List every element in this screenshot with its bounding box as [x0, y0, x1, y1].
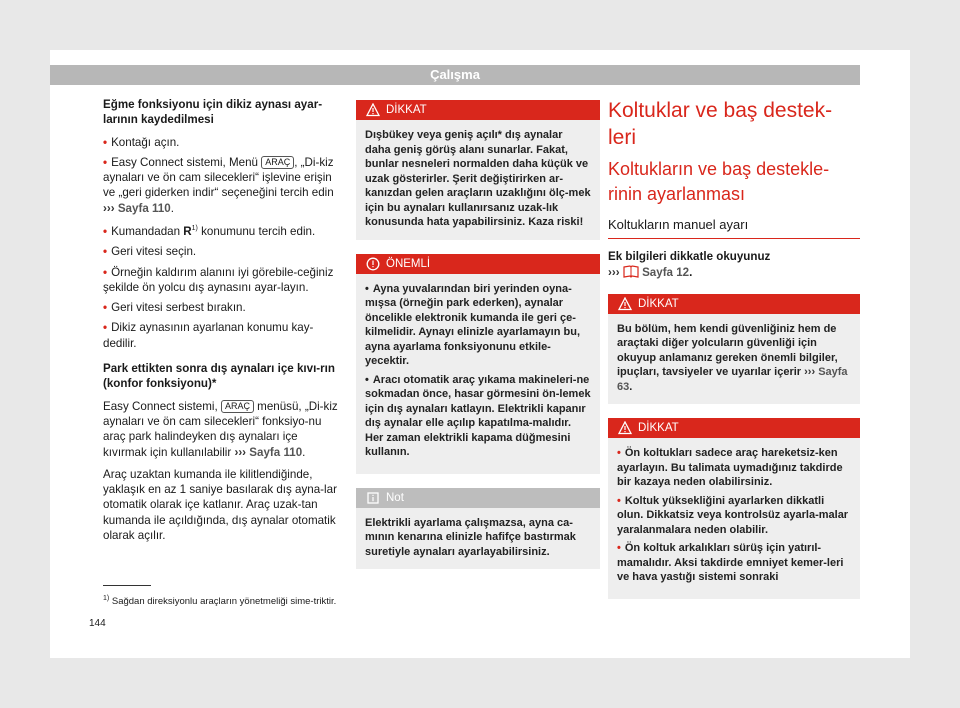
- column-left: [103, 97, 343, 550]
- heading-comfort-function: Park ettikten sonra dış aynaları içe kıvı-rın (konfor fonksiyonu)*: [103, 362, 335, 391]
- warning-triangle-icon: [618, 421, 632, 435]
- page-reference-link[interactable]: Sayfa 110: [117, 201, 171, 215]
- paragraph: Easy Connect sistemi, ARAÇ menüsü, „Di-kiz aynaları ve ön cam silecekleri“ fonksiyo-nu araç park halindeyken dış aynaları içe kıvırmak için kullanılabilir ››› Sayfa 110.: [103, 399, 338, 459]
- reference-arrow-icon: ›››: [103, 201, 115, 215]
- bullet-icon: •: [103, 321, 108, 335]
- bullet-icon: •: [103, 135, 108, 149]
- column-middle: [356, 100, 600, 583]
- car-menu-key: ARAÇ: [221, 400, 254, 413]
- list-item: • Ayna yuvalarından biri yerinden oyna-mışsa (örneğin park ederken), aynalar öncelikle elektronik kumanda ile geri çe-kilmelidir. Aynayı elinizle ayarlamayın bu, ayna ayarlama fonksiyonunu etkile-yecektir.: [365, 282, 580, 367]
- page-number: 144: [89, 618, 106, 629]
- car-menu-key: ARAÇ: [261, 156, 294, 169]
- page-reference-link[interactable]: Sayfa 110: [249, 445, 303, 459]
- bullet-icon: •: [617, 494, 621, 507]
- list-item: • Kumandadan $R^{1)}$ konumunu tercih edin.: [103, 224, 316, 238]
- paragraph: Araç uzaktan kumanda ile kilitlendiğinde, yaklaşık en az 1 saniye basılarak dış ayna-lar otomatik olarak içe katlanır. Araç uzak-tan kumanda ile açıldığında, dış aynalar otomatik olarak açılır.: [103, 467, 337, 542]
- list-item: • Geri vitesi seçin.: [103, 245, 197, 259]
- warning-triangle-icon: [366, 103, 380, 117]
- bullet-icon: •: [103, 301, 108, 315]
- warning-box: [608, 294, 860, 405]
- footnote-marker: 1): [191, 225, 198, 233]
- warning-box: [608, 418, 860, 599]
- page-reference-link[interactable]: Sayfa 12: [642, 265, 690, 279]
- bullet-icon: •: [103, 245, 108, 259]
- list-item: • Dikiz aynasının ayarlanan konumu kay-dedilir.: [103, 321, 314, 350]
- reference-arrow-icon: ›››: [234, 445, 247, 459]
- list-item: • Örneğin kaldırım alanını iyi görebile-ceğiniz şekilde ön yolcu dış aynasını ayar-layın.: [103, 265, 334, 294]
- footnote-divider: [103, 585, 151, 586]
- list-item: • Ön koltuk arkalıkları sürüş için yatırıl-mamalıdır. Aksi takdirde emniyet kemer-leri ve hava yastığı sistemi sonraki: [617, 542, 844, 584]
- warning-body: [608, 438, 860, 599]
- section-title: Koltukların ve baş destekle-rinin ayarlanması: [608, 159, 830, 204]
- bullet-icon: •: [103, 155, 108, 169]
- list-item: • Ön koltukları sadece araç hareketsiz-ken ayarlayın. Bu talimata uymadığınız takdirde bir kazaya neden olabilirsiniz.: [617, 447, 843, 489]
- list-item: • Kontağı açın.: [103, 135, 180, 149]
- warning-header: DİKKAT: [608, 294, 860, 314]
- note-box: [356, 488, 600, 570]
- warning-body: Bu bölüm, hem kendi güvenliğiniz hem de araçtaki diğer yolcuların güvenliği için okuyup anlamanız gereken önemli bilgiler, ipuçları, tavsiyeler ve uyarılar içerir ››› Sayfa 63.: [608, 314, 860, 405]
- intro-paragraph: Ek bilgileri dikkatle okuyunuz ››› Sayfa 12.: [608, 250, 771, 279]
- chapter-title: Koltuklar ve baş destek-leri: [608, 99, 833, 149]
- column-right: [608, 97, 860, 613]
- warning-triangle-icon: [618, 297, 632, 311]
- list-item: • Easy Connect sistemi, Menü ARAÇ , „Di-kiz aynaları ve ön cam silecekleri“ işlevine erişin ve „geri giderken indir“ seçeneğini tercih edin ››› Sayfa 110.: [103, 155, 334, 215]
- warning-box: [356, 100, 600, 240]
- book-icon: [623, 265, 639, 278]
- warning-header: DİKKAT: [608, 418, 860, 438]
- heading-tilt-function: Eğme fonksiyonu için dikiz aynası ayar-larının kaydedilmesi: [103, 98, 323, 127]
- bullet-icon: •: [617, 447, 621, 460]
- list-item: • Koltuk yüksekliğini ayarlarken dikkatli olun. Dikkatsiz veya kontrolsüz ayarla-malar yaralanmalara neden olabilir.: [617, 494, 849, 536]
- bullet-icon: •: [103, 224, 108, 238]
- important-header: ÖNEMLİ: [356, 254, 600, 274]
- bullet-icon: •: [103, 265, 108, 279]
- warning-header: DİKKAT: [356, 100, 600, 120]
- bullet-icon: •: [617, 542, 621, 555]
- subsection-title: Koltukların manuel ayarı: [608, 217, 860, 239]
- note-body: Elektrikli ayarlama çalışmazsa, ayna ca-mının kenarına elinizle hafifçe bastırmak suretiyle aynaları ayarlayabilirsiniz.: [356, 508, 600, 570]
- bullet-icon: •: [365, 282, 369, 295]
- bullet-icon: •: [365, 373, 369, 386]
- reference-arrow-icon: ›››: [804, 366, 816, 379]
- important-box: [356, 254, 600, 474]
- section-header: Çalışma: [50, 65, 860, 85]
- list-item: • Geri vitesi serbest bırakın.: [103, 301, 246, 315]
- note-header: Not: [356, 488, 600, 508]
- important-body: [356, 274, 600, 474]
- warning-body: Dışbükey veya geniş açılı* dış aynalar daha geniş görüş alanı sunarlar. Fakat, bunlar nesneleri normalden daha küçük ve uzak gösterirler. Şerit değiştirirken ar-kanızdan gelen araçların uzaklığını ölç-mek için bu aynaları kullanırsanız uzak-lık konusunda hata yapabilirsiniz. Kaza riski!: [356, 120, 600, 240]
- page-reference-link[interactable]: Sayfa 63: [617, 366, 848, 393]
- note-icon: [366, 491, 380, 505]
- reference-arrow-icon: ›››: [608, 265, 620, 279]
- list-item: • Aracı otomatik araç yıkama makineleri-ne sokmadan önce, hasar görmesini ön-lemek için dış aynaları katlayın. Elektrikli kapanır dış aynalar elle açılıp kapatılma-malıdır. Her zaman elektrikli kapama düğmesini kullanın.: [365, 373, 591, 458]
- footnote: $^{1)}$ Sağdan direksiyonlu araçların yönetmeliği sime-triktir.: [103, 595, 337, 608]
- info-circle-icon: [366, 257, 380, 271]
